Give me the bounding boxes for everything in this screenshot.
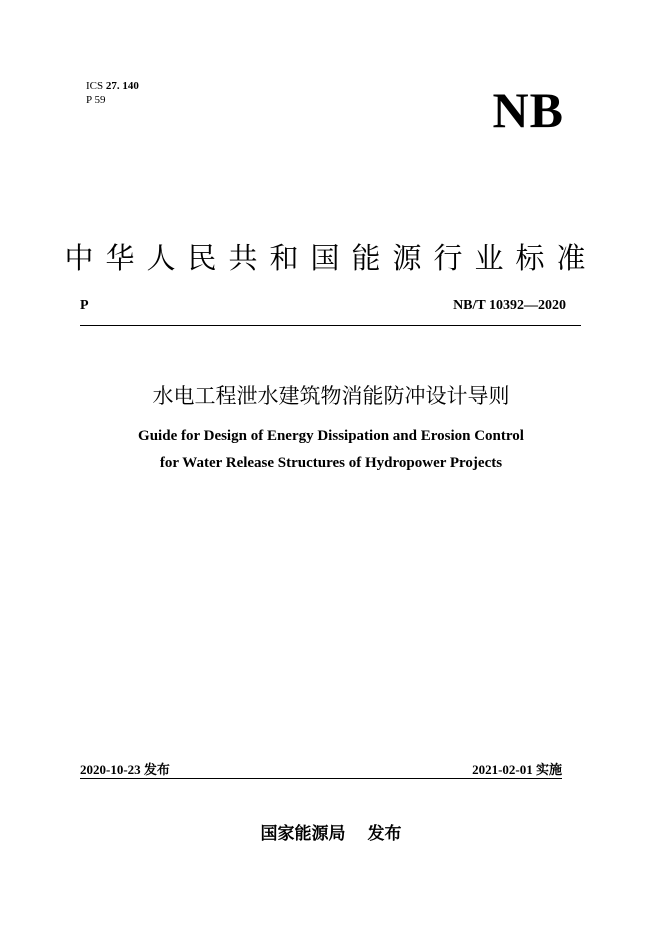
effective-date: 2021-02-01 实施 bbox=[472, 762, 562, 777]
issuer-name: 国家能源局 bbox=[260, 824, 346, 844]
top-divider bbox=[80, 325, 581, 326]
class-letter: P bbox=[80, 298, 89, 313]
issuer-action: 发布 bbox=[367, 824, 402, 844]
standard-code-row bbox=[80, 296, 580, 316]
standard-number: NB/T 10392—2020 bbox=[453, 298, 566, 313]
bottom-divider bbox=[80, 778, 562, 779]
standard-category-title: 中华人民共和国能源行业标准 bbox=[64, 241, 598, 275]
dates-row bbox=[80, 761, 562, 779]
chinese-title: 水电工程泄水建筑物消能防冲设计导则 bbox=[152, 384, 510, 408]
ics-label: ICS bbox=[86, 80, 104, 92]
nb-logo: NB bbox=[492, 82, 564, 138]
classification-codes bbox=[86, 79, 139, 107]
issue-date: 2020-10-23 发布 bbox=[80, 762, 170, 777]
english-title-line-1: Guide for Design of Energy Dissipation and Erosion Control bbox=[138, 428, 524, 444]
english-title-line-2: for Water Release Structures of Hydropower Projects bbox=[159, 455, 503, 471]
issuer-line bbox=[0, 822, 662, 846]
ics-code: 27. 140 bbox=[105, 80, 139, 92]
ics-line bbox=[86, 79, 139, 93]
ccs-code: P 59 bbox=[86, 94, 106, 106]
